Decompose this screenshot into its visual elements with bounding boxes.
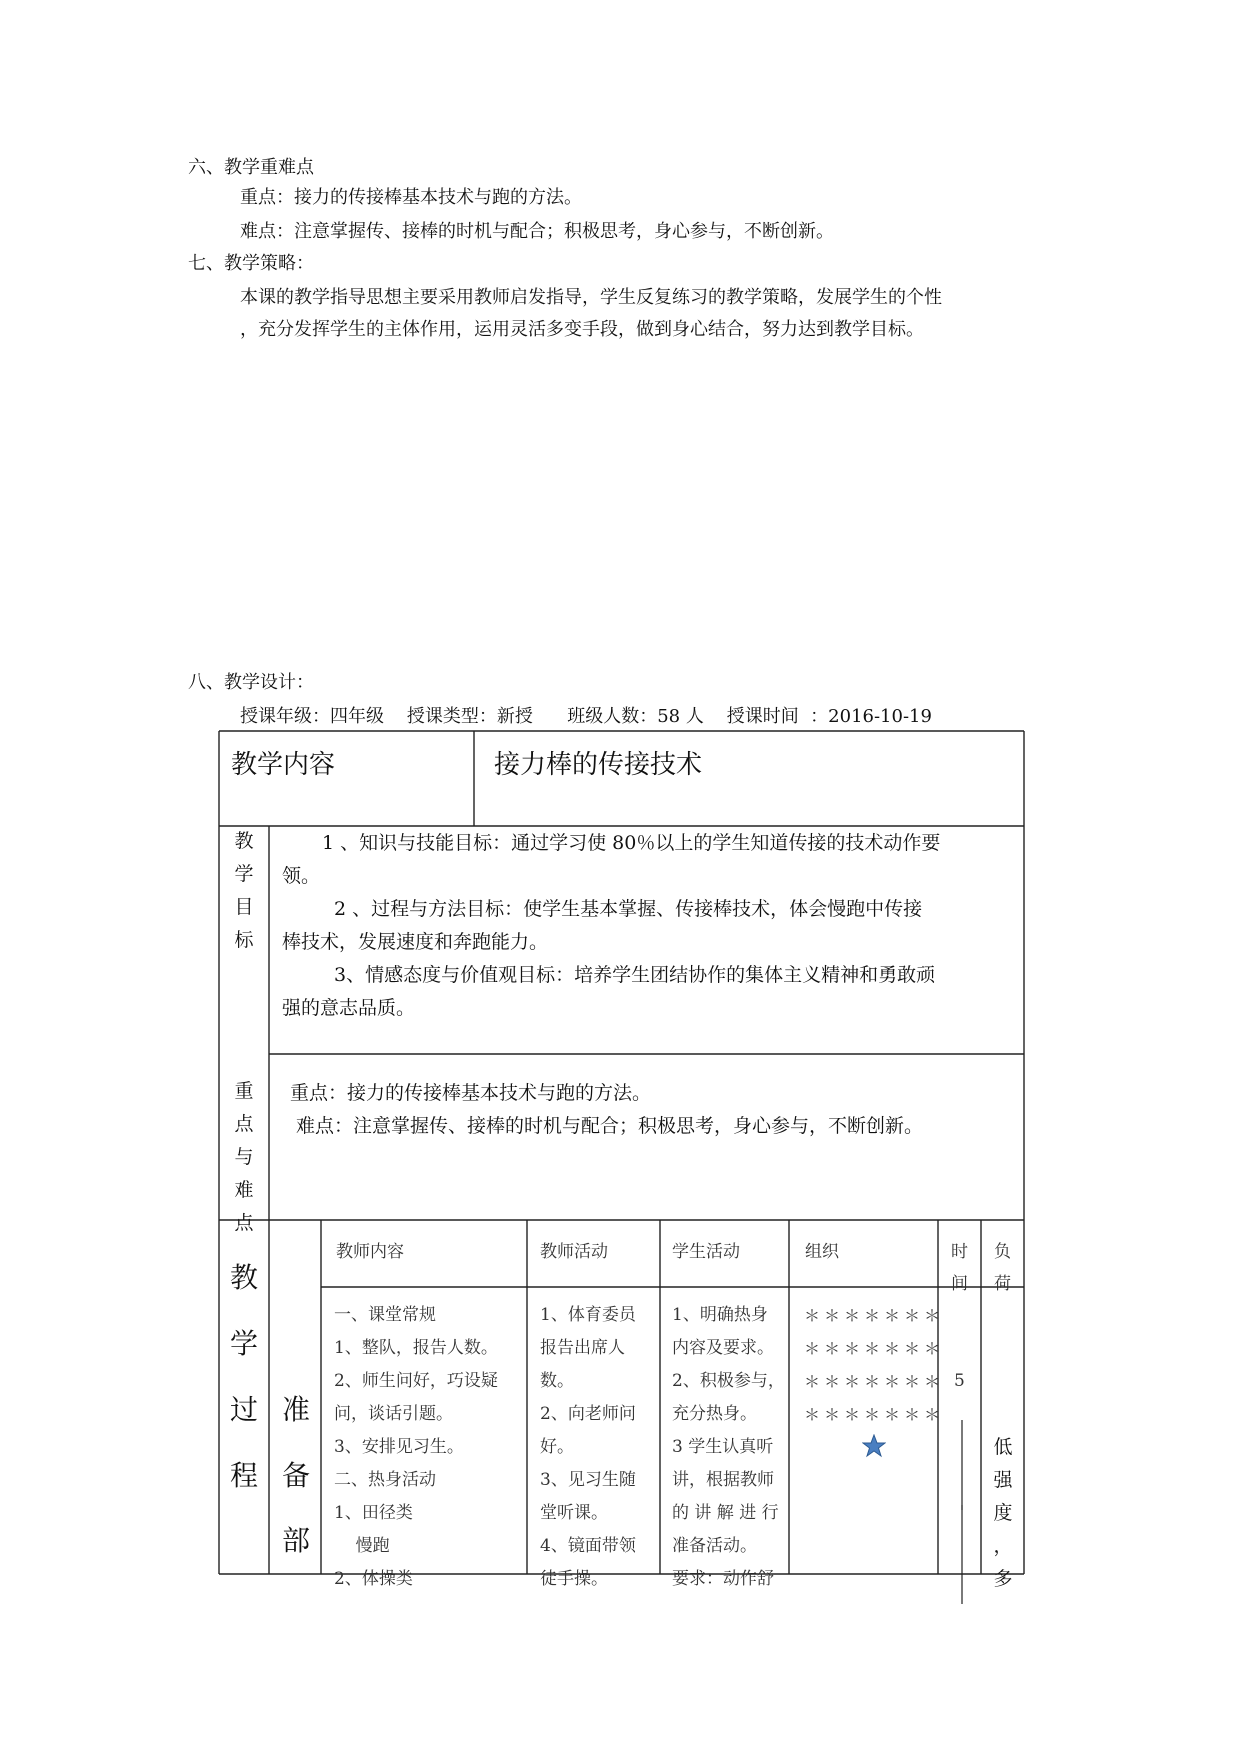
list-item: 1、明确热身: [672, 1305, 768, 1325]
load-char: 低: [993, 1436, 1013, 1458]
load-char: ，: [993, 1535, 1013, 1557]
process-label-char: 教: [229, 1261, 258, 1294]
list-item: 二、热身活动: [334, 1470, 436, 1490]
list-item: 3 学生认真听: [672, 1437, 774, 1457]
list-item: 讲，根据教师: [672, 1470, 774, 1490]
formation-row: ＊＊＊＊＊＊＊: [804, 1372, 945, 1391]
goal1-line1: 1 、知识与技能目标：通过学习使 80％以上的学生知道传接的技术动作要: [322, 832, 941, 854]
star-icon: [862, 1434, 886, 1458]
goals-label-char: 教: [234, 830, 254, 852]
list-item: 2、向老师问: [540, 1404, 636, 1424]
list-item: 数。: [540, 1371, 574, 1391]
section7-line1: 本课的教学指导思想主要采用教师启发指导，学生反复练习的教学策略，发展学生的个性: [240, 287, 942, 308]
list-item: 充分热身。: [672, 1404, 757, 1424]
list-item: 准备活动。: [672, 1536, 757, 1556]
kd-label-char: 点: [234, 1113, 254, 1135]
load-char: 强: [993, 1469, 1013, 1491]
goal3-line2: 强的意志品质。: [282, 997, 416, 1019]
prep-label-char: 准: [281, 1393, 310, 1426]
header-teacher-activity: 教师活动: [540, 1242, 608, 1262]
list-item: 内容及要求。: [672, 1338, 774, 1358]
header-time-1: 时: [951, 1242, 968, 1262]
kd-label-char: 点: [234, 1212, 254, 1234]
time-value: 5: [954, 1371, 965, 1391]
section6-title: 六、教学重难点: [188, 157, 314, 178]
list-item: 慢跑: [334, 1536, 390, 1556]
list-item: 1、田径类: [334, 1503, 413, 1523]
goal1-line2: 领。: [282, 865, 321, 887]
process-label-char: 过: [229, 1393, 258, 1426]
section6-difficulty: 难点：注意掌握传、接棒的时机与配合；积极思考，身心参与，不断创新。: [240, 221, 834, 242]
list-item: 要求：动作舒: [672, 1569, 774, 1589]
kd-key: 重点：接力的传接棒基本技术与跑的方法。: [290, 1082, 652, 1104]
kd-label-char: 难: [234, 1179, 254, 1201]
list-item: 报告出席人: [540, 1338, 625, 1358]
goals-label-char: 目: [234, 896, 254, 918]
formation-row: ＊＊＊＊＊＊＊: [804, 1339, 945, 1358]
section7-line2: ，充分发挥学生的主体作用，运用灵活多变手段，做到身心结合，努力达到教学目标。: [240, 319, 924, 340]
formation-row: ＊＊＊＊＊＊＊: [804, 1306, 945, 1325]
header-organization: 组织: [805, 1242, 839, 1262]
list-item: 的 讲 解 进 行: [672, 1503, 779, 1523]
prep-label-char: 备: [281, 1459, 310, 1492]
kd-label-char: 与: [234, 1146, 254, 1168]
goal3-line1: 3、情感态度与价值观目标：培养学生团结协作的集体主义精神和勇敢顽: [334, 964, 936, 986]
process-label-char: 程: [229, 1459, 258, 1492]
process-label-char: 学: [229, 1327, 258, 1360]
content-label: 教学内容: [231, 750, 336, 780]
list-item: 2、积极参与，: [672, 1371, 785, 1391]
list-item: 1、整队，报告人数。: [334, 1338, 498, 1358]
list-item: 1、体育委员: [540, 1305, 636, 1325]
list-item: 徒手操。: [540, 1569, 608, 1589]
section8-title: 八、教学设计：: [188, 672, 314, 693]
content-value: 接力棒的传接技术: [494, 750, 703, 780]
goal2-line2: 棒技术，发展速度和奔跑能力。: [282, 931, 549, 953]
header-teacher-content: 教师内容: [336, 1242, 404, 1262]
lesson-info: 授课年级：四年级 授课类型：新授 班级人数：58 人 授课时间 ：2016-10-19: [240, 706, 932, 727]
header-load-2: 荷: [994, 1274, 1011, 1294]
kd-difficulty: 难点：注意掌握传、接棒的时机与配合；积极思考，身心参与，不断创新。: [296, 1115, 924, 1137]
load-char: 度: [993, 1502, 1013, 1524]
list-item: 问，谈话引题。: [334, 1404, 453, 1424]
list-item: 4、镜面带领: [540, 1536, 636, 1556]
header-student-activity: 学生活动: [672, 1242, 740, 1262]
section6-key: 重点：接力的传接棒基本技术与跑的方法。: [240, 187, 582, 208]
prep-label-char: 部: [281, 1524, 310, 1557]
header-time-2: 间: [951, 1274, 968, 1294]
header-load-1: 负: [994, 1242, 1011, 1262]
list-item: 2、师生问好，巧设疑: [334, 1371, 498, 1391]
goals-label-char: 学: [234, 863, 254, 885]
list-item: 一、课堂常规: [334, 1305, 436, 1325]
goals-label-char: 标: [234, 929, 254, 951]
formation-row: ＊＊＊＊＊＊＊: [804, 1405, 945, 1424]
kd-label-char: 重: [234, 1080, 254, 1102]
goal2-line1: 2 、过程与方法目标：使学生基本掌握、传接棒技术，体会慢跑中传接: [334, 898, 923, 920]
load-char: 多: [993, 1568, 1013, 1590]
list-item: 3、安排见习生。: [334, 1437, 464, 1457]
list-item: 2、体操类: [334, 1569, 413, 1589]
list-item: 好。: [540, 1437, 574, 1457]
list-item: 3、见习生随: [540, 1470, 636, 1490]
list-item: 堂听课。: [540, 1503, 608, 1523]
section7-title: 七、教学策略：: [188, 253, 314, 274]
